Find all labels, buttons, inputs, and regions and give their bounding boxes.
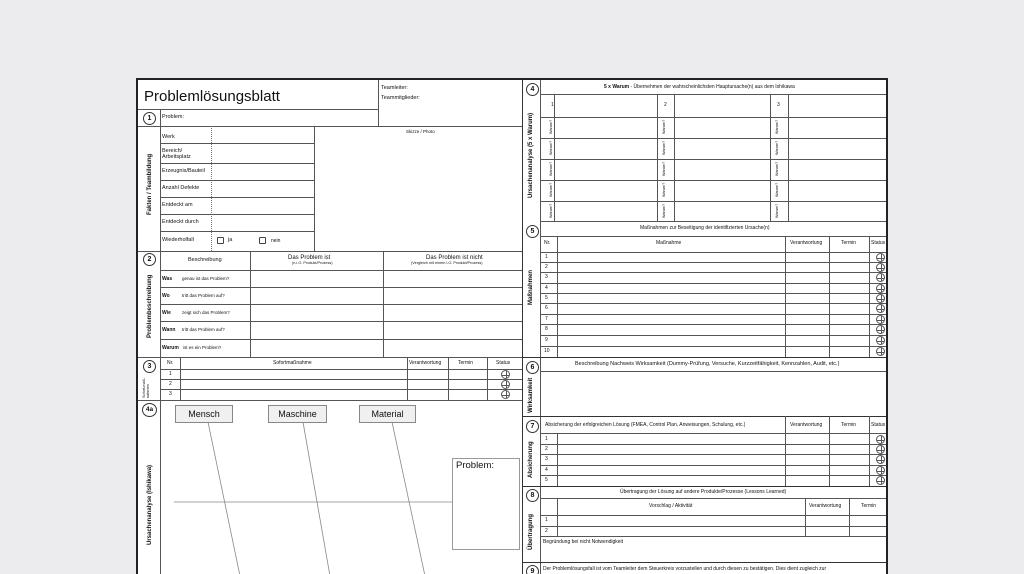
skizze-photo-label: Skizze / Photo: [406, 129, 435, 134]
section-6-number: 6: [526, 361, 539, 374]
section-5-number: 5: [526, 225, 539, 238]
s7-status-2-icon[interactable]: [876, 445, 885, 454]
warum-label: Warum?: [775, 119, 779, 134]
section-1-number: 1: [143, 112, 156, 125]
field-entdeckt-durch-label: Entdeckt durch: [162, 219, 199, 225]
s3-verantwortung-header: Verantwortung: [409, 360, 442, 366]
s5-massnahme-header: Maßnahme: [656, 240, 682, 246]
s3-row-3: 3: [169, 391, 172, 397]
field-entdeckt-am-label: Entdeckt am: [162, 202, 193, 208]
s5-status-header: Status: [871, 240, 886, 246]
warum-label: Warum?: [775, 203, 779, 218]
s3-sofort-header: Sofortmaßnahme: [273, 360, 312, 366]
field-wiederholfall-label: Wiederholfall: [162, 237, 194, 243]
problem-label: Problem:: [162, 114, 185, 120]
row-wie: Wie: [162, 310, 171, 316]
s7-row-5: 5: [545, 477, 548, 483]
s5-row-5: 5: [545, 295, 548, 301]
teammitglieder-label: Teammitglieder:: [381, 95, 420, 101]
s3-status-3-icon[interactable]: [501, 390, 510, 399]
s5-row-10: 10: [544, 348, 550, 354]
section-3-label: Sofort-maß-nahmen: [142, 377, 150, 398]
section-7-label: Absicherung: [528, 441, 534, 478]
warum-label: Warum?: [662, 161, 666, 176]
s8-termin-header: Termin: [861, 503, 877, 509]
section-1-label: Fakten / Teambildung: [147, 153, 153, 215]
s7-termin-header: Termin: [841, 422, 857, 428]
problem-solving-sheet: [136, 78, 888, 574]
s3-row-2: 2: [169, 381, 172, 387]
s5-status-5-icon[interactable]: [876, 294, 885, 303]
s5-row-7: 7: [545, 316, 548, 322]
row-wo-question: tritt das Problem auf?: [182, 293, 225, 298]
section-4-title: 5 x Warum - Übernehmen der wahrscheinlichsten Hauptursache(n) aus dem Ishikawa: [604, 84, 795, 90]
s3-status-header: Status: [496, 360, 511, 366]
ishikawa-problem-box: [452, 458, 520, 550]
warum-label: Warum?: [662, 182, 666, 197]
section-2-label: Problembeschreibung: [147, 274, 153, 338]
s5-nr-header: Nr.: [544, 240, 551, 246]
ishikawa-material: Material: [359, 405, 416, 423]
warum-col-2: 2: [664, 102, 667, 108]
s7-status-3-icon[interactable]: [876, 455, 885, 464]
s3-nr-header: Nr.: [167, 360, 174, 366]
warum-col-3: 3: [777, 102, 780, 108]
s5-status-6-icon[interactable]: [876, 304, 885, 313]
ishikawa-mensch: Mensch: [175, 405, 233, 423]
s5-row-3: 3: [545, 274, 548, 280]
row-warum: Warum: [162, 345, 179, 351]
ishikawa-maschine: Maschine: [268, 405, 327, 423]
s7-status-5-icon[interactable]: [876, 476, 885, 485]
warum-label: Warum?: [662, 203, 666, 218]
section-3-number: 3: [143, 360, 156, 373]
s7-row-1: 1: [545, 436, 548, 442]
s8-row-1: 1: [545, 517, 548, 523]
s7-status-4-icon[interactable]: [876, 466, 885, 475]
warum-label: Warum?: [549, 140, 553, 155]
s3-row-1: 1: [169, 371, 172, 377]
warum-label: Warum?: [549, 161, 553, 176]
row-was-question: genau ist das Problem?: [182, 276, 230, 281]
s7-status-header: Status: [871, 422, 886, 428]
warum-col-1: 1: [551, 102, 554, 108]
section-7-title: Absicherung der erfolgreichen Lösung (FMEA, Control Plan, Anweisungen, Schulung, etc.): [545, 422, 746, 428]
s7-verantwortung-header: Verantwortung: [790, 422, 823, 428]
s5-row-9: 9: [545, 337, 548, 343]
s5-row-6: 6: [545, 305, 548, 311]
warum-label: Warum?: [549, 203, 553, 218]
warum-label: Warum?: [775, 140, 779, 155]
col-problem-ist: Das Problem ist: [288, 255, 331, 261]
section-4-number: 4: [526, 83, 539, 96]
row-wann: Wann: [162, 327, 176, 333]
field-bereich-label: Bereich/ Arbeitsplatz: [162, 148, 191, 161]
section-8-label: Übertragung: [528, 514, 534, 550]
warum-label: Warum?: [775, 161, 779, 176]
s5-status-9-icon[interactable]: [876, 336, 885, 345]
section-4a-label: Ursachenanalyse (Ishikawa): [147, 464, 153, 545]
s5-termin-header: Termin: [841, 240, 857, 246]
s5-row-2: 2: [545, 264, 548, 270]
section-2-number: 2: [143, 253, 156, 266]
section-6-title: Beschreibung Nachweis Wirksamkeit (Dummy-Prüfung, Versuche, Kurzzeitfähigkeit, Kennzahlen, Audit, etc.): [575, 361, 840, 367]
s3-termin-header: Termin: [458, 360, 474, 366]
row-wann-question: tritt das Problem auf?: [182, 327, 225, 332]
field-erzeugnis-label: Erzeugnis/Bauteil: [162, 168, 205, 174]
s5-row-1: 1: [545, 254, 548, 260]
col-problem-ist-sub: (n.i.O. Produkt/Prozess): [292, 261, 333, 265]
nein-label: nein: [271, 238, 281, 244]
warum-label: Warum?: [549, 119, 553, 134]
col-problem-ist-nicht: Das Problem ist nicht: [426, 255, 483, 261]
section-5-label: Maßnahmen: [528, 269, 534, 305]
col-beschreibung: Beschreibung: [188, 257, 222, 263]
ja-label: ja: [228, 237, 233, 243]
section-9-number: 9: [526, 565, 539, 574]
s3-status-2-icon[interactable]: [501, 380, 510, 389]
s8-begruendung-label: Begründung bei nicht Notwendigkeit: [543, 539, 624, 545]
page-title: Problemlösungsblatt: [144, 88, 280, 105]
field-werk-label: Werk: [162, 134, 175, 140]
s8-verantwortung-header: Verantwortung: [809, 503, 842, 509]
s7-row-2: 2: [545, 446, 548, 452]
section-7-number: 7: [526, 420, 539, 433]
s5-status-2-icon[interactable]: [876, 263, 885, 272]
s5-row-8: 8: [545, 326, 548, 332]
section-9-text: Der Problemlösungsfall ist vom Teamleiter dem Steuerkreis vorzustellen und durch diesen zu bestätigen. Dies dient zugleich zur: [543, 566, 827, 572]
s5-verantwortung-header: Verantwortung: [790, 240, 823, 246]
row-warum-question: ist es ein Problem?: [183, 345, 222, 350]
s5-status-7-icon[interactable]: [876, 315, 885, 324]
warum-label: Warum?: [662, 140, 666, 155]
ishikawa-problem-label: Problem:: [456, 460, 495, 471]
s5-row-4: 4: [545, 285, 548, 291]
row-wie-question: zeigt sich das Problem?: [182, 310, 230, 315]
warum-label: Warum?: [662, 119, 666, 134]
col-problem-ist-nicht-sub: (Vergleich mit einem i.O. Produkt/Prozess): [411, 261, 483, 265]
section-4-label: Ursachenanalyse (5 x Warum): [528, 112, 534, 198]
section-5-title: Maßnahmen zur Beseitigung der identifizierten Ursache(n): [640, 225, 770, 231]
field-anzahl-label: Anzahl Defekte: [162, 185, 200, 191]
s3-status-1-icon[interactable]: [501, 370, 510, 379]
s8-row-2: 2: [545, 528, 548, 534]
s5-status-4-icon[interactable]: [876, 284, 885, 293]
teamleiter-label: Teamleiter:: [381, 85, 408, 91]
row-was: Was: [162, 276, 173, 282]
warum-label: Warum?: [775, 182, 779, 197]
s7-row-4: 4: [545, 467, 548, 473]
section-6-label: Wirksamkeit: [528, 377, 534, 413]
s5-status-3-icon[interactable]: [876, 273, 885, 282]
section-8-title: Übertragung der Lösung auf andere Produkte/Prozesse (Lessons Learned): [620, 489, 787, 495]
s8-vorschlag-header: Vorschlag / Aktivität: [649, 503, 693, 509]
nein-checkbox[interactable]: [259, 237, 266, 244]
s5-status-10-icon[interactable]: [876, 347, 885, 356]
section-4a-number: 4a: [142, 403, 157, 417]
s5-status-1-icon[interactable]: [876, 253, 885, 262]
section-8-number: 8: [526, 489, 539, 502]
s7-row-3: 3: [545, 456, 548, 462]
s7-status-1-icon[interactable]: [876, 435, 885, 444]
s5-status-8-icon[interactable]: [876, 325, 885, 334]
row-wo: Wo: [162, 293, 170, 299]
warum-label: Warum?: [549, 182, 553, 197]
ja-checkbox[interactable]: [217, 237, 224, 244]
